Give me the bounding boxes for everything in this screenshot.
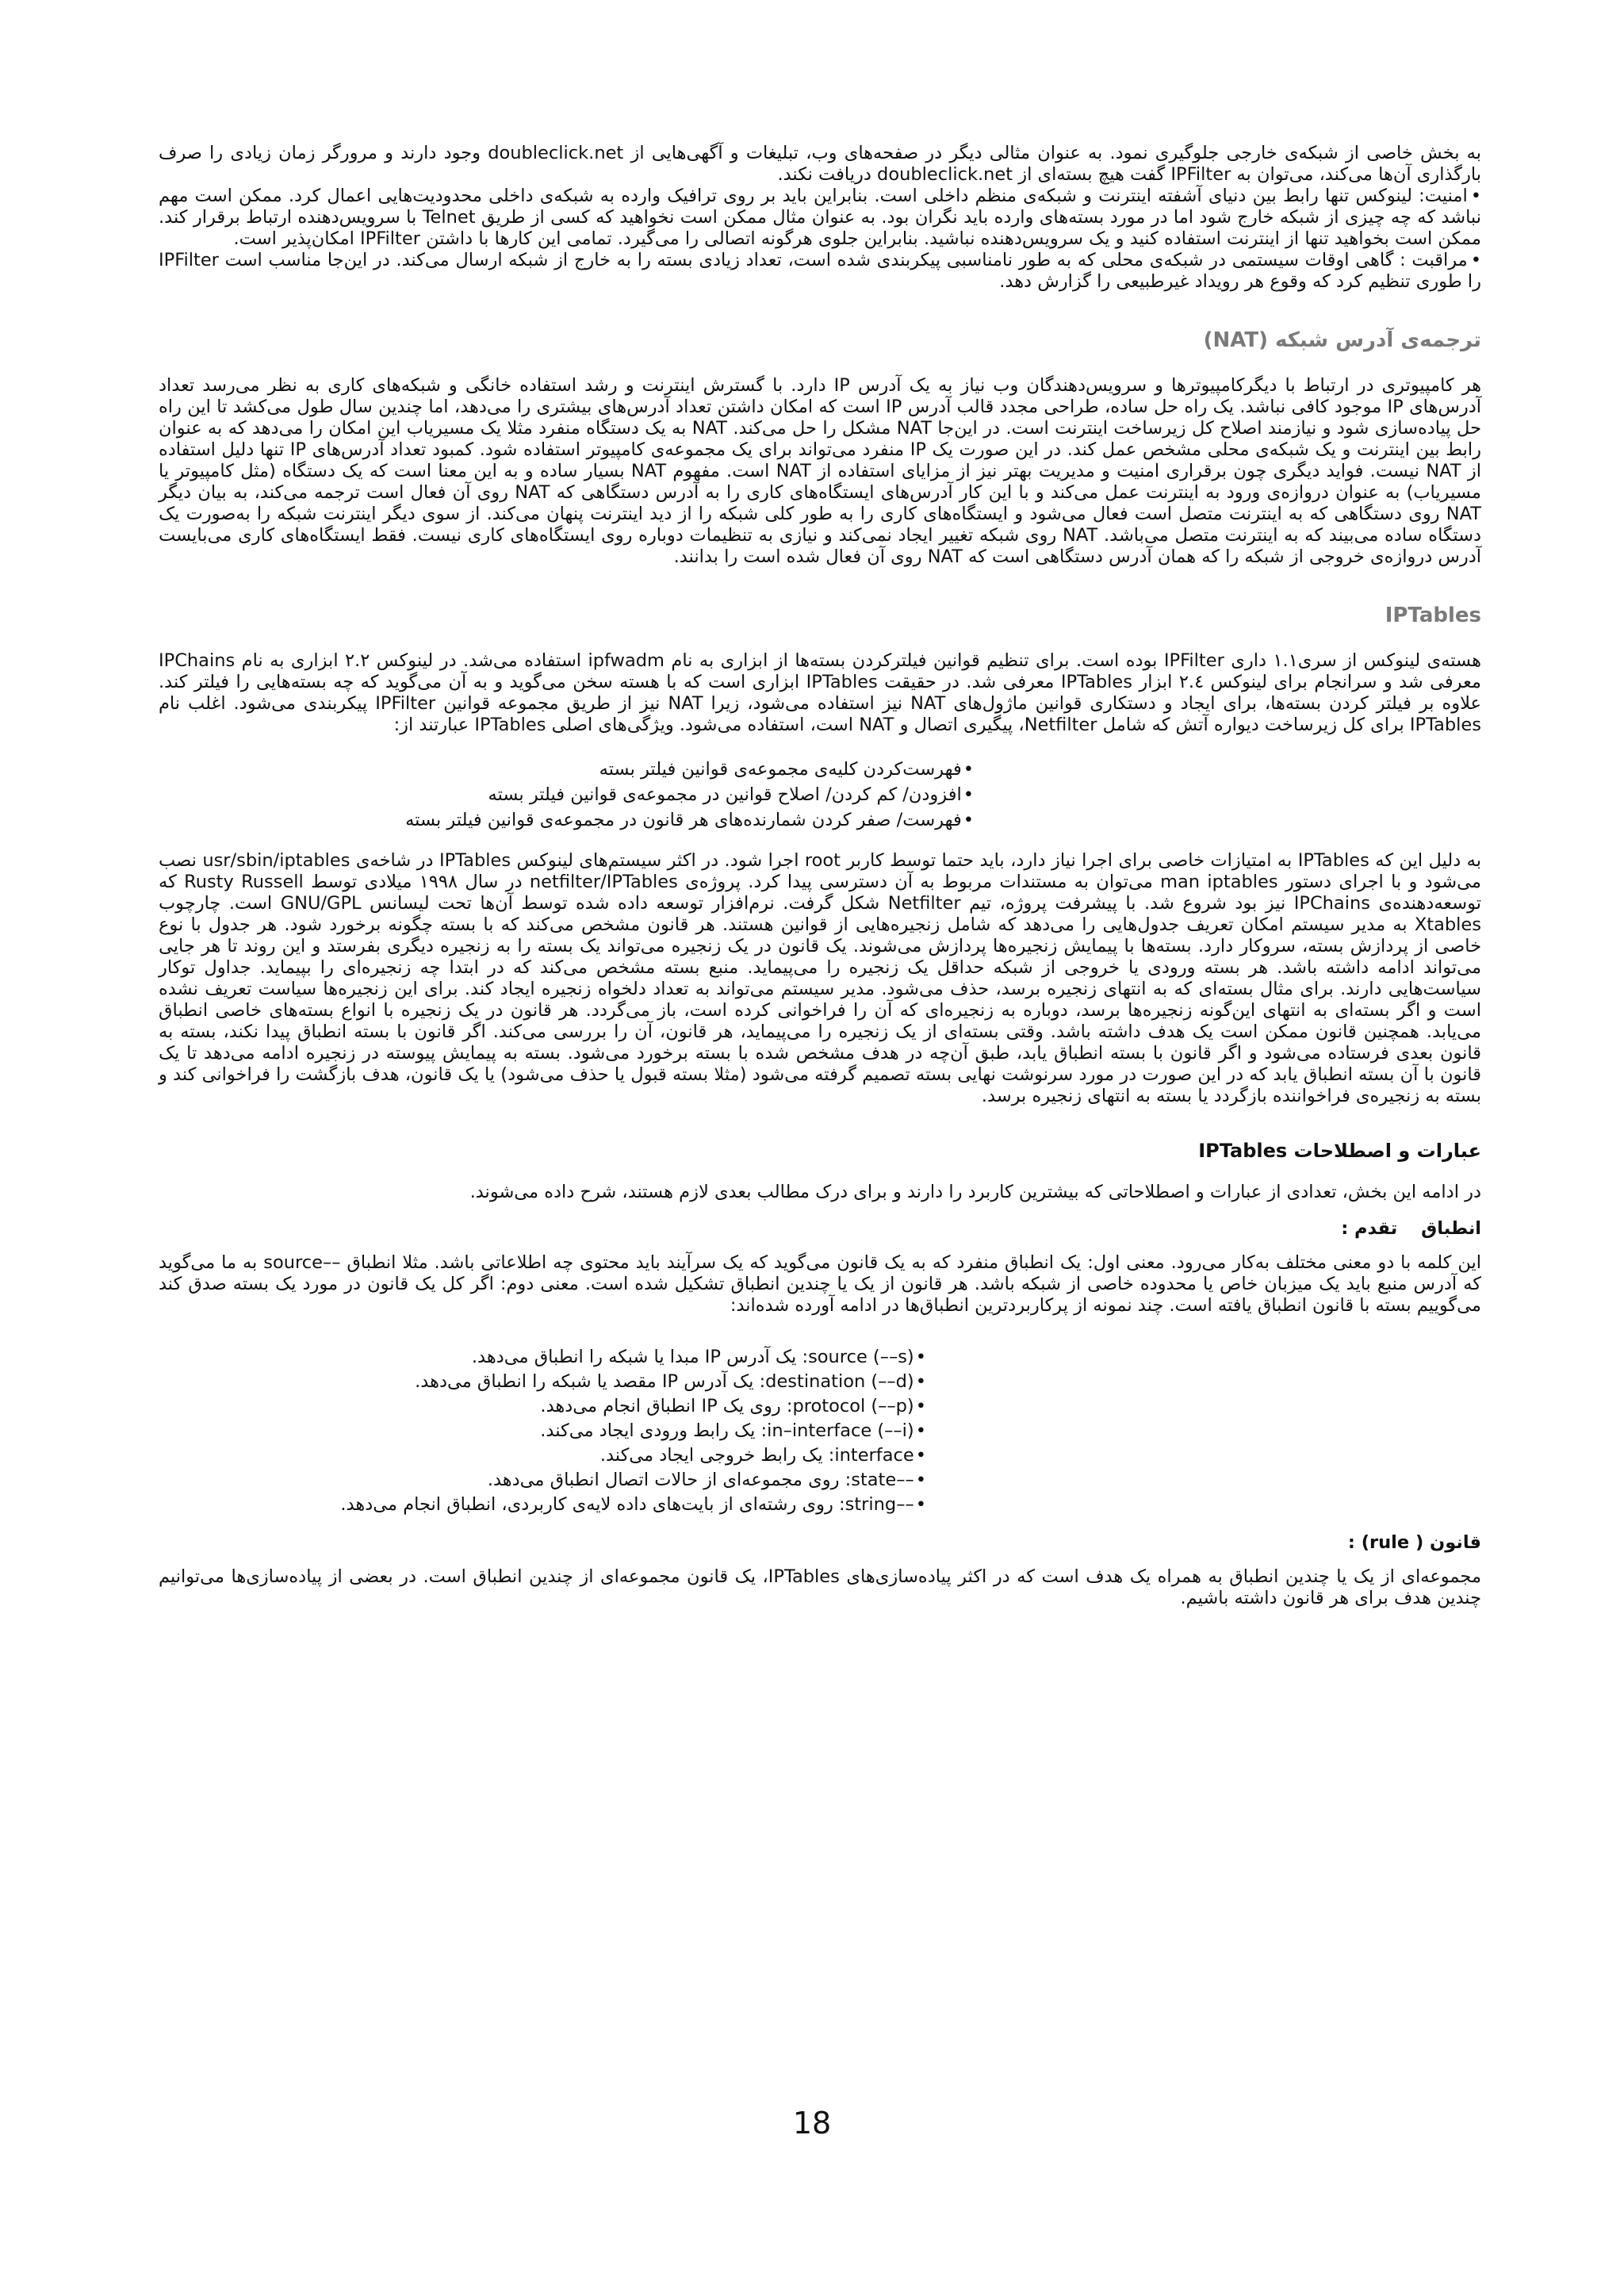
nat-heading: ترجمه‌ی آدرس شبکه (NAT) (1203, 328, 1481, 352)
match-label-word: انطباق (1421, 1218, 1481, 1239)
match-label (159, 1217, 1481, 1240)
page-number: 18 (792, 2106, 832, 2141)
intro-paragraph: به بخش خاصی از شبکه‌ی خارجی جلوگیری نمود. به عنوان مثالی دیگر در صفحه‌های وب، تبلیغات و آگهی‌هایی از doubleclick.net وجود دارند و مرورگر زمان زیادی را صرف بارگذاری آن‌ها می‌کند، می‌توان به IPFilter گفت هیچ بسته‌ای از doubleclick.net دریافت نکند. (159, 143, 1481, 185)
match-paragraph: این کلمه با دو معنی مختلف به‌کار می‌رود. معنی اول: یک انطباق منفرد که به یک قانون می‌گوید که یک سرآیند باید محتوی چه اطلاعاتی باشد. مثلا انطباق ––source به ما می‌گوید که آدرس منبع باید یک میزبان خاص یا محدوده خاصی از شبکه باشد. هر قانون از یک یا چندین انطباق تشکیل شده است. معنی دوم: اگر کل یک قانون در مورد یک بسته صدق کند می‌گوییم بسته با قانون انطباق یافته است. چند نمونه از پرکاربردترین انطباق‌ها در ادامه آورده شده‌اند: (159, 1252, 1481, 1316)
match-types-list (159, 1345, 1481, 1517)
list-item: • destination (––d): یک آدرس IP مقصد یا شبکه را انطباق می‌دهد. (159, 1370, 1481, 1394)
list-item: • فهرست‌کردن کلیه‌ی مجموعه‌ی قوانین فیلتر بسته (159, 757, 974, 782)
document-page (159, 143, 1481, 1609)
iptables-heading: IPTables (1385, 604, 1481, 627)
rule-label: قانون ( rule) : (1347, 1532, 1481, 1553)
list-item: • افزودن/ کم کردن/ اصلاح قوانین در مجموعه‌ی قوانین فیلتر بسته (159, 782, 974, 807)
bullet-monitoring: • مراقبت : گاهی اوقات سیستمی در شبکه‌ی محلی که به طور نامناسبی پیکربندی شده است، تعداد زیادی بسته را به خارج از شبکه ارسال می‌کند. در این‌جا مناسب است IPFilter را طوری تنظیم کرد که وقوع هر رویداد غیرطبیعی را گزارش دهد. (159, 250, 1481, 293)
iptables-paragraph-2: به دلیل این که IPTables به امتیازات خاصی برای اجرا نیاز دارد، باید حتما توسط کاربر root اجرا شود. در اکثر سیستم‌های لینوکس IPTables در شاخه‌ی usr/sbin/iptables نصب می‌شود و با اجرای دستور man iptables می‌توان به مستندات مربوط به آن دسترسی پیدا کرد. پروژه‌ی netfilter/IPTables در سال ۱۹۹۸ میلادی توسط Rusty Russell که توسعه‌دهنده‌ی IPChains نیز بود شروع شد. با پیشرفت پروژه، تیم Netfilter شکل گرفت. نرم‌افزار توسعه داده شده توسط آن‌ها تحت لیسانس GNU/GPL است. چارچوب Xtables به مدیر سیستم امکان تعریف جدول‌هایی را می‌دهد که شامل زنجیره‌هایی از قوانین هستند. هر قانون مشخص می‌کند که با بسته چگونه برخورد شود. هر جدول با نوع خاصی از پردازش بسته، سروکار دارد. بسته‌ها با پیمایش زنجیره‌ها پردازش می‌شوند. یک قانون در یک زنجیره می‌تواند یک بسته را به زنجیره دیگری بفرستد و این روند تا هر جایی می‌تواند ادامه داشته باشد. هر بسته ورودی یا خروجی از شبکه حداقل یک زنجیره را می‌پیماید. منبع بسته مشخص می‌کند که در ابتدا چه زنجیره‌ای را بپیماید. جداول توکار سیاست‌هایی دارند. برای مثال بسته‌ای که به انتهای زنجیره برسد، حذف می‌شود. مدیر سیستم می‌تواند به تعداد دلخواه زنجیره ایجاد کند. برای این زنجیره‌ها سیاست تعریف نشده است و اگر بسته‌ای به انتهای این‌گونه زنجیره‌ها برسد، دوباره به زنجیره‌ای که آن را فراخوانی کرده است، باز می‌گردد. هر قانون در یک زنجیره با انواع بسته‌های خاصی انطباق می‌یابد. همچنین قانون ممکن است یک هدف داشته باشد. وقتی بسته‌ای از یک زنجیره را می‌پیماید، هر قانون، آن را بررسی می‌کند. اگر قانون با بسته انطباق پیدا نکند، بسته به قانون بعدی فرستاده می‌شود و اگر قانون با بسته انطباق یابد، طبق آن‌چه در هدف مشخص شده با بسته برخورد می‌شود. بسته به پیمایش پیوسته در زنجیره ادامه می‌دهد تا یک قانون با آن بسته انطباق یابد که در این صورت در مورد سرنوشت نهایی بسته تصمیم گرفته می‌شود (مثلا بسته قبول یا حذف می‌شود) یا یک قانون، هدف بازگشت را فراخوانی کند و بسته به زنجیره‌ی فراخواننده بازگردد یا بسته به انتهای زنجیره برسد. (159, 850, 1481, 1106)
bullet-security: • امنیت: لینوکس تنها رابط بین دنیای آشفته اینترنت و شبکه‌ی منظم داخلی است. بنابراین باید بر روی ترافیک وارده به شبکه‌ی داخلی محدودیت‌هایی اعمال کرد. ممکن است مهم نباشد که چه چیزی از شبکه خارج شود اما در مورد بسته‌های وارده باید نگران بود. به عنوان مثال ممکن است نخواهید که کسی از طریق Telnet با سرویس‌دهنده ارتباط برقرار کند. ممکن است بخواهید تنها از اینترنت استفاده کنید و یک سرویس‌دهنده نباشید. بنابراین جلوی هرگونه اتصالی را می‌گیرد. تمامی این کارها با داشتن IPFilter امکان‌پذیر است. (159, 186, 1481, 250)
match-label-colon: : (1341, 1218, 1349, 1239)
terms-heading: عبارات و اصطلاحات IPTables (1198, 1140, 1481, 1162)
list-item: • ––state: روی مجموعه‌ای از حالات اتصال انطباق می‌دهد. (159, 1468, 1481, 1493)
list-item: • in–interface (––i): یک رابط ورودی ایجاد می‌کند. (159, 1419, 1481, 1443)
rule-paragraph: مجموعه‌ای از یک یا چندین انطباق به همراه یک هدف است که در اکثر پیاده‌سازی‌های IPTables، یک قانون مجموعه‌ای از چندین انطباق است. در بعضی از پیاده‌سازی‌ها می‌توانیم چندین هدف برای هر قانون داشته باشیم. (159, 1566, 1481, 1608)
list-item: • source (––s): یک آدرس IP مبدا یا شبکه را انطباق می‌دهد. (159, 1345, 1481, 1370)
terms-intro: در ادامه این بخش، تعدادی از عبارات و اصطلاحاتی که بیشترین کاربرد را دارند و برای درک مطالب بعدی لازم هستند، شرح داده می‌شوند. (469, 1182, 1481, 1202)
iptables-features-list (159, 757, 1481, 833)
list-item: • فهرست/ صفر کردن شمارنده‌های هر قانون در مجموعه‌ی قوانین فیلتر بسته (159, 807, 974, 833)
list-item: • interface: یک رابط خروجی ایجاد می‌کند. (159, 1443, 1481, 1468)
match-label-word-2: تقدم (1354, 1218, 1398, 1239)
iptables-paragraph-1: هسته‌ی لینوکس از سری۱.۱ داری IPFilter بوده است. برای تنظیم قوانین فیلترکردن بسته‌ها از ابزاری به نام ipfwadm استفاده می‌شد. در لینوکس ۲.۲ ابزاری به نام IPChains معرفی شد و سرانجام برای لینوکس ۲.٤ ابزار IPTables معرفی شد. در حقیقت IPTables ابزاری است که با هسته سخن می‌گوید و به آن می‌گوید که چه بسته‌هایی را فیلتر کند. علاوه بر فیلتر کردن بسته‌ها، برای ایجاد و دستکاری قوانین ماژول‌های NAT نیز استفاده می‌شود، زیرا NAT نیز از طریق مجموعه قوانین IPFilter پیکربندی می‌شود. اغلب نام IPTables برای کل زیرساخت دیواره آتش که شامل Netfilter، پیگیری اتصال و NAT است، استفاده می‌شود. ویژگی‌های اصلی IPTables عبارتند از: (159, 650, 1481, 735)
list-item: • protocol (––p): روی یک IP انطباق انجام می‌دهد. (159, 1394, 1481, 1419)
nat-paragraph: هر کامپیوتری در ارتباط با دیگرکامپیوترها و سرویس‌دهندگان وب نیاز به یک آدرس IP دارد. با گسترش اینترنت و رشد استفاده خانگی و شبکه‌های کاری به نظر می‌رسد تعداد آدرس‌های IP موجود کافی نباشد. یک راه حل ساده، طراحی مجدد قالب آدرس IP است که امکان داشتن تعداد آدرس‌های بیشتری را می‌دهد، اما چندین سال طول می‌کشد تا این راه حل پیاده‌سازی شود و نیازمند اصلاح کل زیرساخت اینترنت است. در این‌جا NAT مشکل را حل می‌کند. NAT به یک دستگاه منفرد مثلا یک مسیریاب این امکان را می‌دهد که به عنوان رابط بین اینترنت و یک شبکه‌ی محلی مشخص عمل کند. در این صورت یک IP منفرد می‌تواند برای یک مجموعه‌ی کامپیوتر استفاده شود. کمبود تعداد آدرس‌های IP تنها دلیل استفاده از NAT نیست. فواید دیگری چون برقراری امنیت و مدیریت بهتر نیز از مزایای استفاده از NAT است. مفهوم NAT بسیار ساده و به این معنا است که یک دستگاه (مثل کامپیوتر یا مسیریاب) به عنوان دروازه‌ی ورود به اینترنت عمل می‌کند و با این کار آدرس‌های ایستگاه‌های کاری را به آدرس دستگاهی که NAT روی آن فعال است ترجمه می‌کند، به بیان دیگر NAT روی دستگاهی که به اینترنت متصل است فعال می‌شود و ایستگاه‌های کاری را به طور کلی شبکه را از دید اینترنت پنهان می‌کند. از سوی دیگر اینترنت شبکه را به‌صورت یک دستگاه ساده می‌بیند که به اینترنت متصل می‌باشد. NAT روی شبکه تغییر ایجاد نمی‌کند و نیازی به تنظیمات دوباره روی ایستگاه‌های کاری نیست. فقط ایستگاه‌های کاری می‌بایست آدرس دروازه‌ی خروجی از شبکه را که همان آدرس دستگاهی است که NAT روی آن فعال شده است را بدانند. (159, 375, 1482, 567)
list-item: • ––string: روی رشته‌ای از بایت‌های داده لایه‌ی کاربردی، انطباق انجام می‌دهد. (159, 1493, 1481, 1517)
